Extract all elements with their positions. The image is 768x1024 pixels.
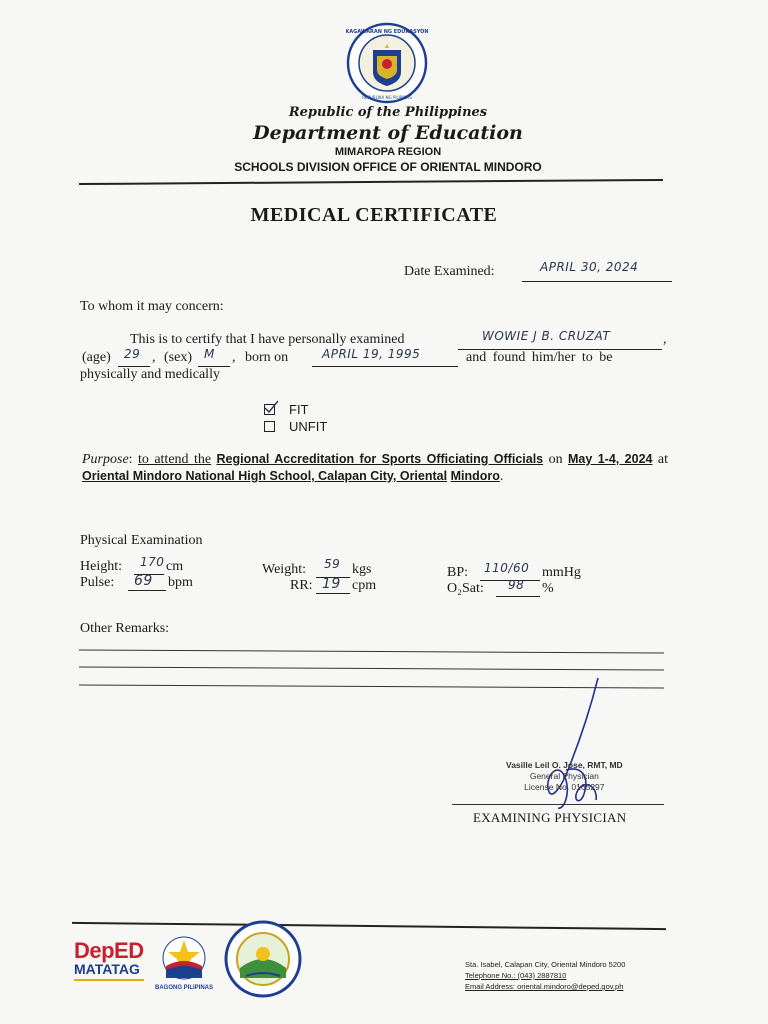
purpose-paragraph: Purpose: to attend the Regional Accreditation for Sports Officiating Officials on May 1-4, 2024 at Oriental Mindoro National High School, Calapan City, Oriental Mindoro. xyxy=(82,452,669,484)
bp-label: BP: xyxy=(447,565,469,580)
at-word: at xyxy=(657,452,669,467)
purpose-intro: to attend the xyxy=(138,452,212,467)
comma: , xyxy=(232,350,236,365)
region-name: MIMAROPA REGION xyxy=(334,146,442,158)
footer-email: Email Address: oriental.mindoro@deped.gov.ph xyxy=(465,982,624,991)
weight-unit: kgs xyxy=(352,562,372,577)
event-dates: May 1-4, 2024 xyxy=(568,452,653,466)
physical-exam-heading: Physical Examination xyxy=(80,533,203,548)
o2sat-value: 98 xyxy=(508,578,525,592)
on-word: on xyxy=(548,452,563,467)
weight-label: Weight: xyxy=(262,562,306,577)
pulse-value: 69 xyxy=(134,573,153,589)
height-unit: cm xyxy=(166,559,184,574)
age-label: (age) xyxy=(82,350,111,365)
stamp-name: Vasille Leil O. Jose, RMT, MD xyxy=(506,760,623,770)
page-title: MEDICAL CERTIFICATE xyxy=(250,204,498,226)
republic-line: Republic of the Philippines xyxy=(288,105,488,120)
date-examined-line xyxy=(522,281,672,282)
physician-stamp xyxy=(506,760,623,793)
bagong-pilipinas-text: BAGONG PILIPINAS xyxy=(154,985,213,991)
salutation: To whom it may concern: xyxy=(80,299,224,314)
o2sat-line xyxy=(496,596,540,597)
o2sat-unit: % xyxy=(542,581,554,596)
remarks-line-1 xyxy=(79,649,664,653)
division-seal xyxy=(224,920,302,1003)
deped-logo xyxy=(74,938,144,981)
footer-telephone: Telephone No.: (043) 2887810 xyxy=(465,971,567,980)
bagong-pilipinas-emblem-icon xyxy=(158,934,210,980)
signature-scribble-icon xyxy=(520,670,640,830)
rr-line xyxy=(316,593,350,594)
signature-line xyxy=(452,804,664,805)
dob-line xyxy=(312,366,458,367)
pulse-label: Pulse: xyxy=(80,575,115,590)
venue-1: Oriental Mindoro National High School, Calapan City, Oriental xyxy=(82,469,448,483)
stamp-title: General Physician xyxy=(529,771,599,781)
height-label: Height: xyxy=(80,559,122,574)
unfit-option[interactable] xyxy=(264,419,327,435)
o2sat-label: O₂Sat: xyxy=(447,581,484,596)
header-divider xyxy=(79,179,663,185)
bagong-pilipinas-logo xyxy=(152,934,216,991)
born-on-label: born on xyxy=(245,350,289,365)
division-name: SCHOOLS DIVISION OFFICE OF ORIENTAL MINDORO xyxy=(234,160,542,174)
check-mark-icon xyxy=(263,400,279,414)
footer-address-block xyxy=(465,959,625,992)
age-value: 29 xyxy=(124,347,141,361)
unfit-label: UNFIT xyxy=(289,419,328,434)
purpose-label: Purpose xyxy=(82,452,129,467)
bp-value: 110/60 xyxy=(484,561,530,575)
venue-2: Mindoro xyxy=(450,469,500,483)
unfit-checkbox[interactable] xyxy=(264,421,275,432)
deped-wordmark: DepED xyxy=(74,938,144,963)
pulse-line xyxy=(128,590,166,591)
cert-lead: This is to certify that I have personally examined xyxy=(130,332,405,347)
rr-label: RR: xyxy=(290,578,313,593)
svg-text:KAGAWARAN NG EDUKASYON: KAGAWARAN NG EDUKASYON xyxy=(346,29,428,35)
division-seal-icon xyxy=(224,920,302,998)
footer-divider xyxy=(72,922,666,930)
sex-value: M xyxy=(204,347,215,361)
dob-value: APRIL 19, 1995 xyxy=(322,347,421,361)
footer-address: Sta. Isabel, Calapan City, Oriental Mindoro 5200 xyxy=(465,960,626,969)
matatag-wordmark: MATATAG xyxy=(74,961,140,977)
date-examined-value: APRIL 30, 2024 xyxy=(540,260,639,274)
cert-tail: and found him/her to be xyxy=(466,350,613,365)
matatag-underline xyxy=(74,979,144,981)
sex-label: (sex) xyxy=(164,350,192,365)
date-examined-label: Date Examined: xyxy=(404,264,495,279)
bp-unit: mmHg xyxy=(542,565,581,580)
deped-seal xyxy=(346,22,428,104)
comma: , xyxy=(152,350,156,365)
pulse-unit: bpm xyxy=(168,575,193,590)
rr-value: 19 xyxy=(322,576,341,592)
examinee-name: WOWIE J B. CRUZAT xyxy=(482,329,611,343)
fit-checkbox[interactable] xyxy=(264,404,275,415)
period: . xyxy=(499,469,504,484)
event-name: Regional Accreditation for Sports Officiating Officials xyxy=(216,452,544,466)
svg-text:REPUBLIKA NG PILIPINAS: REPUBLIKA NG PILIPINAS xyxy=(362,95,412,100)
remarks-label: Other Remarks: xyxy=(80,621,170,636)
rr-unit: cpm xyxy=(352,578,377,593)
cert-line2: physically and medically xyxy=(80,367,220,382)
comma: , xyxy=(663,332,667,347)
department-name: Department of Education xyxy=(253,122,523,144)
fit-label: FIT xyxy=(289,402,309,417)
height-value: 170 xyxy=(140,555,165,569)
weight-value: 59 xyxy=(324,557,341,571)
fit-option[interactable] xyxy=(264,402,309,418)
physician-caption: EXAMINING PHYSICIAN xyxy=(473,810,627,825)
stamp-license: License No. 0165297 xyxy=(524,782,605,792)
